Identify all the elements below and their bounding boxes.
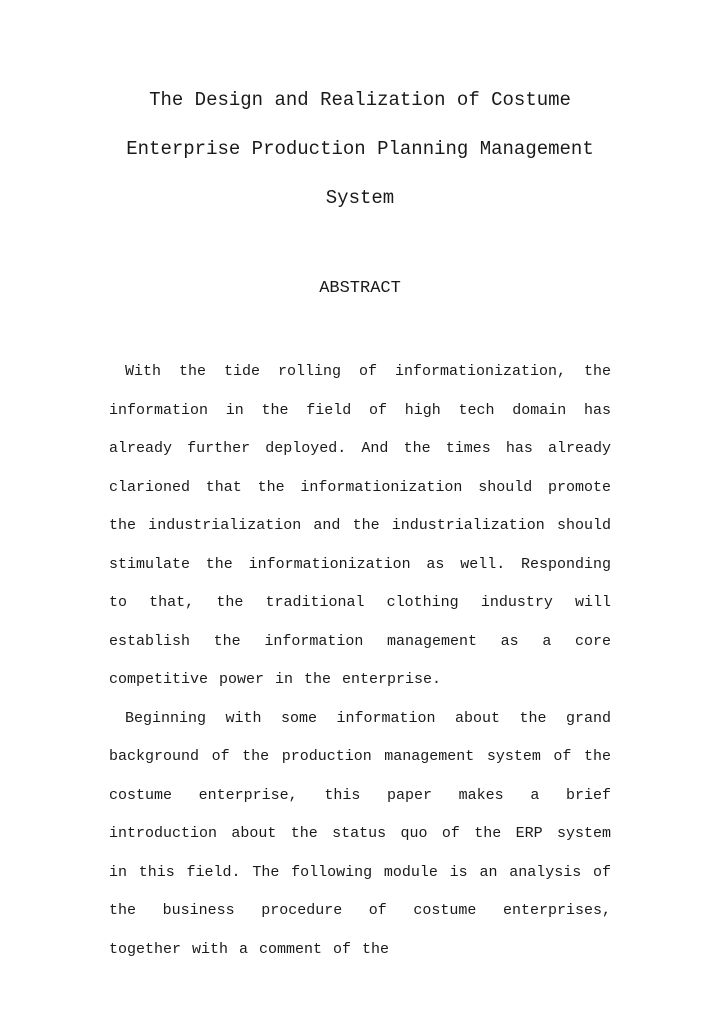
abstract-paragraph-1: With the tide rolling of informationization, the information in the field of high tech domain has already further deployed. And the times has already clarioned that the informationization should promote the industrialization and the industrialization should stimulate the informationization as well. Responding to that, the traditional clothing industry will establish the information management as a core competitive power in the enterprise. (109, 363, 611, 688)
abstract-body (109, 353, 611, 969)
title-line-3: System (325, 187, 395, 209)
abstract-heading: ABSTRACT (319, 279, 401, 298)
title-line-1: The Design and Realization of Costume (149, 89, 571, 111)
abstract-paragraph-2: Beginning with some information about the grand background of the production management system of the costume enterprise, this paper makes a brief introduction about the status quo of the ERP system in this field. The following module is an analysis of the business procedure of costume enterprises, together with a comment of the (109, 709, 611, 958)
title-line-2: Enterprise Production Planning Management (126, 138, 594, 160)
